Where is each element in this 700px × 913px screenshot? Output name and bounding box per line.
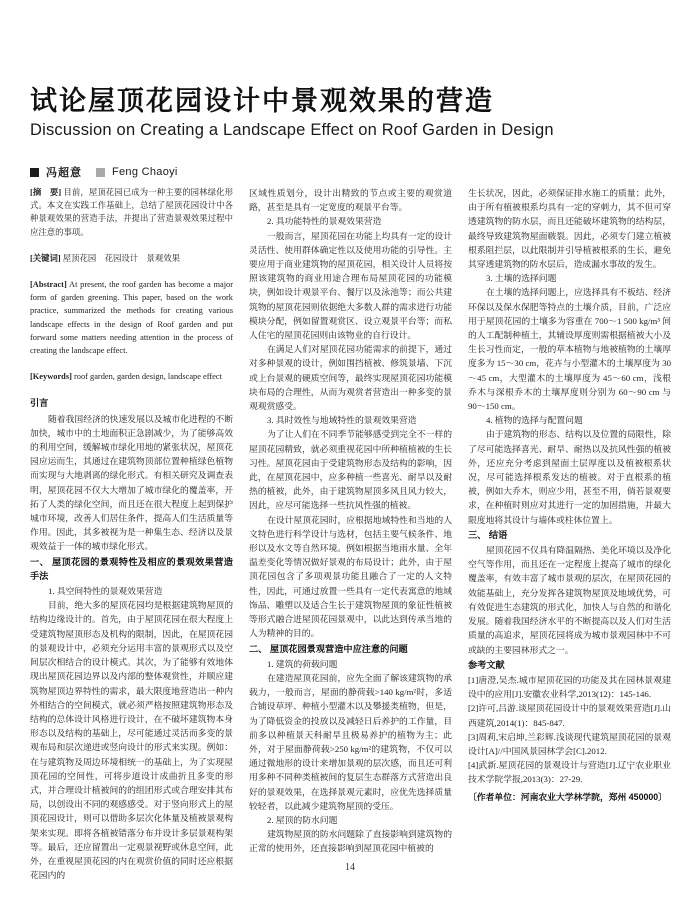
paragraph: 一般而言，屋顶花园在功能上均具有一定的设计灵活性、使用群体确定性以及使用功能的引导性。主要应用于商业建筑物的屋顶花园，相关设计人员将按照该建筑物的商业用途合理布局屋顶花园的功能模块，例如设计观景平台、餐厅以及泳池等；而公共建筑物的屋顶花园则依据绝大多数人群的需求进行功能模块分配，例如留置观赏区、设立观景平台等；而私人住宅的屋顶花园则由该物业的自行设计。 — [249, 230, 452, 341]
subsection-heading: 2. 屋顶的防水问题 — [267, 814, 338, 825]
subsection-heading: 1. 建筑的荷载问题 — [267, 658, 338, 669]
section-heading: 引言 — [30, 398, 49, 409]
reference-item: [4]武新.屋顶花园的景观设计与营造[J].辽宁农业职业技术学院学报,2013(3)：27-29. — [468, 760, 671, 785]
paragraph-continued: 生长状况，因此，必须保证排水施工的质量；此外，由于所有植被根系均具有一定的穿刺力，其不但可穿透建筑物的防水层，而且还能破坏建筑物的结构层，最终导致建筑物屋面皲裂。因此，必须专门建立植被根系阻拦层，以此限制并引导植被根系的生长，避免其穿透建筑物的防水层后，造成漏水事故的发生。 — [468, 188, 671, 270]
page-subtitle-en: Discussion on Creating a Landscape Effect on Roof Garden in Design — [30, 121, 554, 139]
abstract-zh-label: [摘 要] — [30, 188, 62, 197]
paragraph: 在土壤的选择问题上，应选择具有不板结、经济环保以及保水保肥等特点的土壤介质，目前，广泛应用于屋顶花园的土壤多为容重在 700～1 500 kg/m³ 间的人工配制种植土，其辅设厚度则需根据植被大小及生长习性而定，一般的草本植物与地被植物的土壤厚度多为 15～30 cm，花卉与小型灌木的土壤厚度为 30～45 cm，大型灌木的土壤厚度为 45～60 cm，浅根乔木与深根乔木的土壤厚度则分别为 60～90 cm 与 90～150 cm。 — [468, 287, 671, 412]
author-marker-icon — [96, 168, 105, 177]
section-heading: 二、 屋顶花园景观营造中应注意的问题 — [249, 643, 408, 654]
column-left-body — [30, 396, 233, 882]
paragraph-continued: 区域性质划分，设计出精致的节点或主要的观赏道路，甚至是具有一定宽度的观景平台等。 — [249, 188, 452, 213]
author-name-zh: 冯超意 — [46, 167, 82, 179]
section-heading: 一、 屋顶花园的景观特性及相应的景观效果营造手法 — [30, 556, 233, 581]
paragraph: 为了让人们在不同季节能够感受到完全不一样的屋顶花园精致，就必须重视花园中所种植植被的生长习性。屋顶花园由于受建筑物形态及结构的影响，因此，在屋顶花园中，应多种植一些喜光、耐旱以及耐热的植被，此外，由于建筑物屋顶多风且风力较大，因此，应尽可能选择一些抗风性强的植被。 — [249, 429, 452, 511]
keywords-zh — [30, 252, 233, 265]
author-line — [30, 164, 670, 180]
keywords-en-text: roof garden, garden design, landscape effect — [71, 372, 222, 382]
paragraph: 屋顶花园不仅具有降温隔热、美化环境以及净化空气等作用，而且还在一定程度上提高了城市的绿化覆盖率，有效丰富了城市景观的层次，在屋顶花园的效能基础上，充分发挥各建筑物屋顶及地域优势，可有效促进生态建筑的形式化，加快人与自然的和谐化发展。随着我国经济水平的不断提高以及人们对生活质量的高追求，屋顶花园将成为城市景观园林中不可或缺的主要园林形式之一。 — [468, 545, 671, 655]
paragraph: 由于建筑物的形态、结构以及位置的局限性，除了尽可能选择喜光、耐旱、耐热以及抗风性强的植被外，还应充分考虑到屋面土层厚度以及植被根系状况，尽可能选择根系发达的植被。对于直根系的植被，例如大乔木，则应少用，甚至不用，倘若景观要求，在种植时则应对其进行一定的加固措施，并最大限度地将其设计与墙体或柱体位置上。 — [468, 429, 671, 525]
page-number: 14 — [345, 862, 355, 873]
subsection-heading: 3. 具时效性与地域特性的景观效果营造 — [267, 415, 417, 426]
subsection-heading: 3. 土壤的选择问题 — [486, 273, 557, 284]
article-columns — [30, 186, 672, 881]
column-left — [30, 186, 234, 881]
author-affiliation: 〔作者单位：河南农业大学林学院，郑州 450000〕 — [468, 791, 667, 802]
abstract-en-label: [Abstract] — [30, 280, 67, 290]
abstract-en-text: At present, the roof garden has become a major form of garden greening. This paper, based on the work practice, summarized the methods for creating various landscape effects in the design of Roof garden and put forward some matters needing attention in the process of creating the landscape effect. — [30, 280, 233, 356]
paragraph: 建筑物屋顶的防水问题除了直接影响到建筑物的正常的使用外，还直接影响到屋顶花园中植被的 — [249, 829, 452, 854]
paragraph: 随着我国经济的快速发展以及城市化进程的不断加快，城市中的土地面积正急剧减少，为了能够高效的利用空间，缓解城市绿化用地的紧张状况，屋顶花园应运而生，其通过在建筑物顶部位置种植绿色植物而实现与大地剥离的绿化形式。有相关研究及调查表明，屋顶花园不仅大大增加了城市绿化的覆盖率，开拓了人类的绿化空间，而且还在很大程度上起到保护城市环境，改善人们居住条件，提高人们生活质量等作用。因此，其多被视为是一种集生态、经济以及景观效益于一体的城市绿化形式。 — [30, 413, 233, 552]
abstract-zh — [30, 186, 233, 239]
section-heading: 三、 结语 — [468, 529, 508, 540]
paper-header — [30, 86, 670, 180]
paragraph: 在设计屋顶花园时，应根据地域特性和当地的人文特色进行科学设计与选材，包括主要气候条件、地形以及水文等自然环境。例如根据当地雨水量、全年温差变化等情况做好景观的布局设计；此外，由于屋顶花园包含了多项观景功能且融合了一定的人文特性，因此，可通过放置一些具有一定代表寓意的地域饰品、雕塑以及适合生长于建筑物屋顶的象征性植被等形式融合进屋顶花园景观中，以此达到传承当地的人为精神的目的。 — [249, 514, 452, 639]
subsection-heading: 1. 具空间特性的景观效果营造 — [48, 586, 163, 597]
page-title: 试论屋顶花园设计中景观效果的营造 — [30, 86, 494, 116]
subsection-heading: 4. 植物的选择与配置问题 — [486, 415, 583, 426]
abstract-zh-text: 目前，屋顶花园已成为一种主要的园林绿化形式。本文在实践工作基础上，总结了屋顶花园设计中各种景观效果的营造手法，并提出了营造景观效果过程中应注意的事项。 — [30, 188, 234, 237]
subsection-heading: 2. 具功能特性的景观效果营造 — [267, 216, 382, 227]
keywords-en — [30, 370, 233, 383]
keywords-en-label: [Keywords] — [30, 372, 72, 382]
reference-item: [2]许可,吕游.谈屋顶花园设计中的景观效果营造[J].山西建筑,2014(1)：845-847. — [468, 703, 671, 728]
author-name-en: Feng Chaoyi — [112, 166, 178, 178]
author-marker-icon — [30, 168, 39, 177]
reference-item: [3]周莉,宋启坤,兰彩辉.浅谈现代建筑屋顶花园的景观设计[A]//中国风景园林学会[C].2012. — [468, 731, 671, 756]
column-middle — [249, 186, 452, 876]
paragraph: 目前，绝大多的屋顶花园均是根据建筑物屋顶的结构边缘设计的。首先，由于屋顶花园在很大程度上受建筑物屋顶形态及机构的限制，因此，在屋顶花园的景观设计中，必须充分运用丰富的景观形式以及空间层次相结合的设计模式。其次，为了能够有效地体现出屋顶花园边界以及内部的整体观赏性，并顺应建筑物屋顶边界特性的需求，最大限度地营造出一种内外相结合的空间模式，就必须严格按照建筑物形态及结构的总体设计风格进行设计，在不破坏建筑物本身形态以及结构的基础上，尽可能通过灵活而多变的景观布局和层次递进或竖向设计的形式来实现。例如：在与建筑物及周边环境相统一的基础上，为了实现屋顶花园的空间性，可将步道设计成曲折且多变的形式，并合理设计植被间的的组团形式或合理安排其布局，以创设出不同的观感感受。对于竖向形式上的屋顶花园设计，则可以借助多层次化体量及植被景观构架来实现。即将各植被错落分布并设计多层景观构架等。最后，还应留置出一定观景视野或休息空间，此外，在重视屋顶花园的内在观赏价值的同时还应根据花园内的 — [30, 600, 233, 881]
column-right — [468, 186, 671, 876]
reference-item: [1]唐澄,吴杰.城市屋顶花园的功能及其在园林景观建设中的应用[J].安徽农业科学,2013(12)：145-146. — [468, 674, 671, 700]
keywords-zh-label: [关键词] — [30, 253, 61, 263]
abstract-en — [30, 278, 233, 357]
paragraph: 在建造屋顶花园前，应先全面了解该建筑物的承载力，一般而言，屋面的静荷载>140 kg/m²时，多适合铺设草坪、种植小型灌木以及攀援类植物，但是，为了降低资金的投放以及减轻日后养护的工作量，目前多以种植景天科耐旱且极易养护的植物为主；此外，对于屋面静荷载>250 kg/m²的建筑物，不仅可以通过微地形的设计来增加景观的层次感，而且还可利用多种不同种类植被间的复层生态群落方式营造出良好的景观效果，在选择景观元素时，应优先选择质量较轻者，以此减少建筑物屋顶的受压。 — [249, 672, 452, 811]
keywords-zh-text: 屋顶花园 花园设计 景观效果 — [60, 253, 181, 263]
section-heading: 参考文献 — [468, 659, 505, 670]
paragraph: 在满足人们对屋顶花园功能需求的前提下，通过对多种景观的设计，例如围挡植被、修筑景墙、下沉或上台景观的硬质空间等，最终实现屋顶花园功能模块布局的合理性，从而为观赏者营造出一种多变的景观观赏感受。 — [249, 344, 452, 412]
